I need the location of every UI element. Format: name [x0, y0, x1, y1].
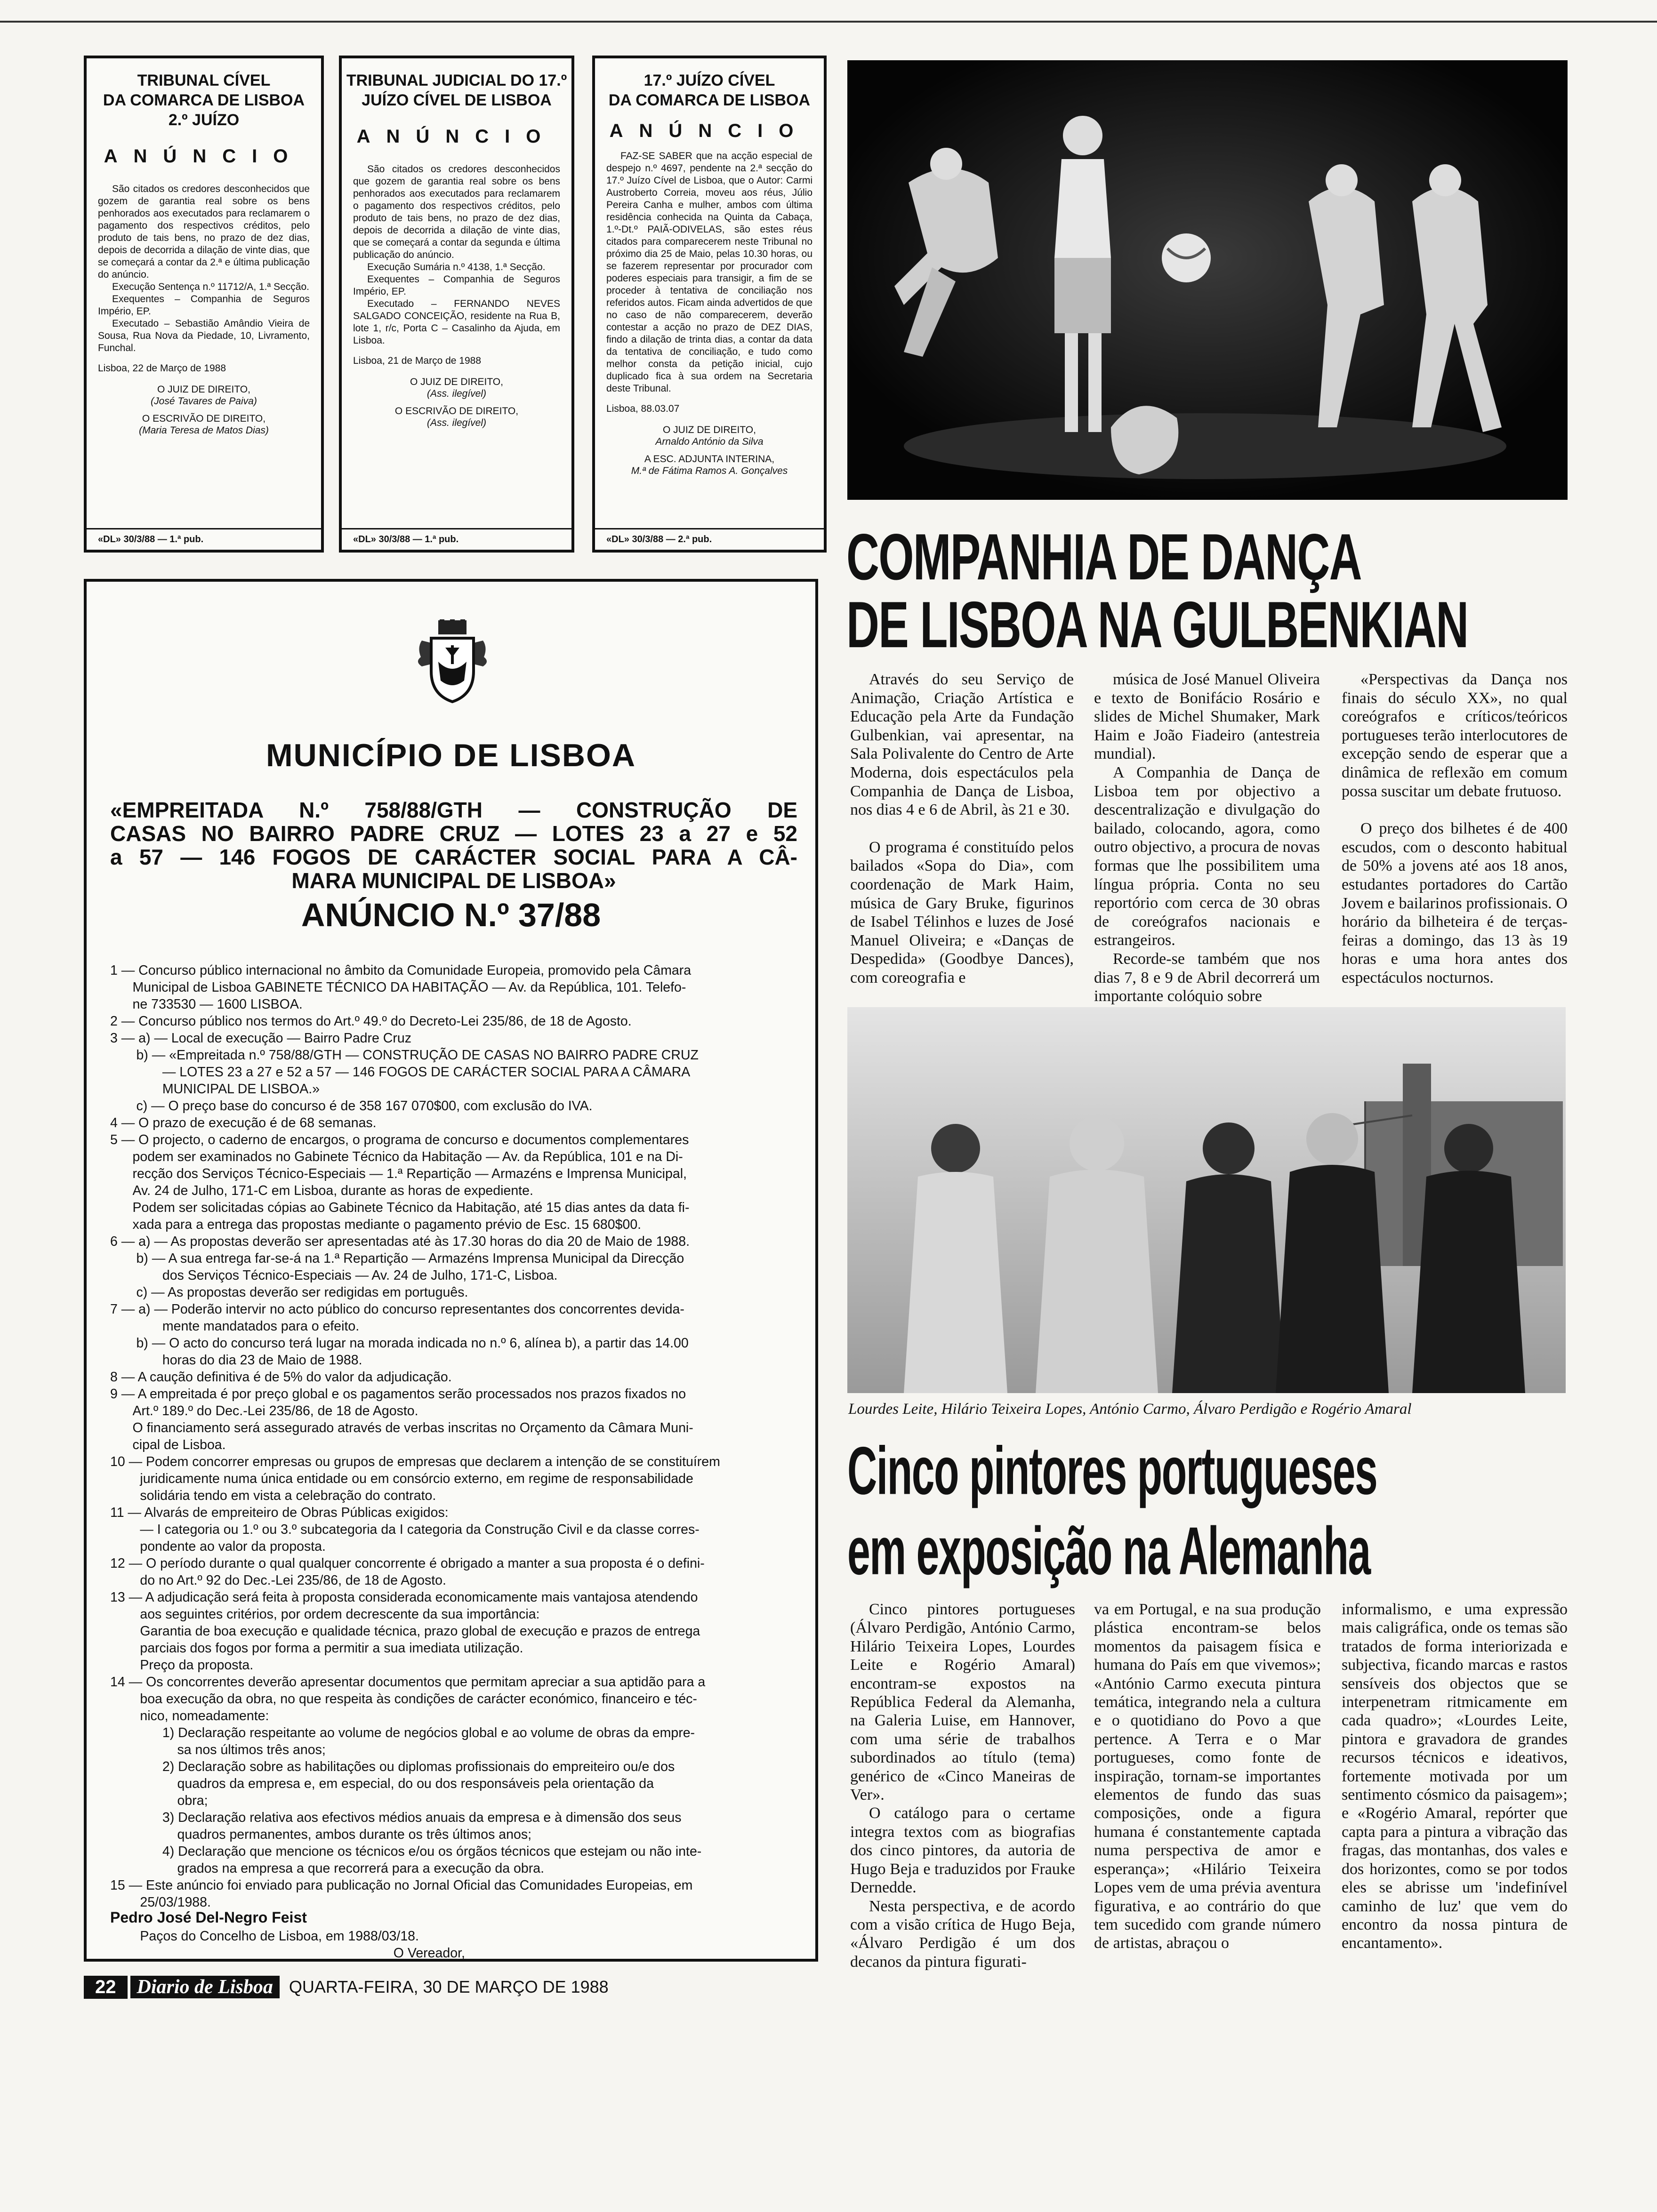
tender-body-text: [110, 962, 818, 1962]
tender-line: 3 — a) — Local de execução — Bairro Padre Cruz: [110, 1031, 411, 1046]
tender-line: 7 — a) — Poderão intervir no acto público do concurso representantes dos concorrentes devida-: [110, 1302, 684, 1317]
tender-line: 25/03/1988.: [110, 1895, 211, 1910]
article-dance-headline: COMPANHIA DE DANÇA DE LISBOA NA GULBENKIAN: [846, 521, 1468, 662]
notice-body: São citados os credores desconhecidos que gozem de garantia real sobre os bens penhorados aos executados para reclamarem o pagamento dos respectivos créditos, pelo produto de tais bens, no prazo de dez dias, depois de decorrida a dilação de vinte dias, que se começará a contar da segunda e última publicação do anúncio. Execução Sumária n.º 4138, 1.ª Secção. Exequentes – Companhia de Seguros Império, EP. Executado – FERNANDO NEVES SALGADO CONCEIÇÃO, residente na Rua B, lote 1, r/c, Porta C – Casalinho da Ajuda, em Lisboa.: [353, 164, 560, 346]
notice-publication-ref: «DL» 30/3/88 — 1.ª pub.: [342, 528, 571, 550]
tender-line: juridicamente numa única entidade ou em consórcio externo, em regime de responsabilidade: [110, 1471, 693, 1486]
notice-body: FAZ-SE SABER que na acção especial de despejo n.º 4697, pendente na 2.ª secção do 17.º Juízo Cível de Lisboa, que o Autor: Carmi Austroberto Correia, moveu aos réus, Júlio Pereira Canha e mulher, ambos com última residência conhecida na Quinta da Cabaça, 1.º-Dt.º PAIÃ-ODIVELAS, são estes réus citados para comparecerem neste Tribunal no próximo dia 25 de Maio, pelas 10.30 horas, ou se fazerem representar por procurador com poderes especiais para transigir, a fim de se proceder à tentativa de conciliação nos referidos autos. Ficam ainda advertidos de que no caso de não comparecerem, deverão contestar a acção no prazo de DEZ DIAS, findo a dilação de trinta dias, a contar da data da tentativa de conciliação, e tudo como melhor consta da petição inicial, cujo duplicado fica à sua ordem na Secretaria deste Tribunal.: [606, 151, 812, 394]
painters-image: [847, 1007, 1566, 1393]
dancers-image: [847, 60, 1568, 500]
tender-line: 12 — O período durante o qual qualquer concorrente é obrigado a manter a sua proposta é o defini-: [110, 1556, 705, 1571]
tender-line: Paços do Concelho de Lisboa, em 1988/03/18.: [110, 1929, 419, 1944]
tender-line: parciais dos fogos por forma a permitir a sua imediata utilização.: [110, 1641, 523, 1656]
tender-line: 6 — a) — As propostas deverão ser apresentadas até às 17.30 horas do dia 20 de Maio de 1988.: [110, 1234, 690, 1249]
tender-line: 3) Declaração relativa aos efectivos médios anuais da empresa e à dimensão dos seus: [110, 1810, 682, 1825]
tender-line: Podem ser solicitadas cópias ao Gabinete Técnico da Habitação, até 15 dias antes da data fi-: [110, 1200, 690, 1215]
tender-line: 2) Declaração sobre as habilitações ou diplomas profissionais do empreiteiro ou/e dos: [110, 1759, 675, 1774]
tender-line: 8 — A caução definitiva é de 5% do valor da adjudicação.: [110, 1370, 452, 1385]
issue-date: QUARTA-FEIRA, 30 DE MARÇO DE 1988: [289, 1977, 609, 1996]
tender-line: do no Art.º 92 do Dec.-Lei 235/86, de 18 de Agosto.: [110, 1573, 446, 1588]
article-painters-headline: Cinco pintores portugueses em exposição na Alemanha: [847, 1433, 1377, 1589]
tender-line: 2 — Concurso público nos termos do Art.º 49.º do Decreto-Lei 235/86, de 18 de Agosto.: [110, 1014, 632, 1029]
tender-line: quadros da empresa e, em especial, do ou dos responsáveis pela orientação da: [110, 1776, 654, 1791]
notice-signature-judge: O JUIZ DE DIREITO, (José Tavares de Paiva): [151, 384, 257, 407]
tender-line: obra;: [110, 1793, 208, 1808]
tender-line: grados na empresa a que recorrerá para a execução da obra.: [110, 1861, 545, 1876]
notice-body: São citados os credores desconhecidos que gozem de garantia real sobre os bens penhorados aos executados para reclamarem o pagamento dos respectivos créditos, pelo produto de tais bens, no prazo de dez dias, depois de decorrida a dilação de vinte dias, que se começará a contar da 2.ª e última publicação do anúncio. Execução Sentença n.º 11712/A, 1.ª Secção. Exequentes – Companhia de Seguros Império, EP. Executado – Sebastião Amândio Vieira de Sousa, Rua Nova da Piedade, 10, Livramento, Funchal.: [98, 184, 310, 353]
tender-line: horas do dia 23 de Maio de 1988.: [110, 1353, 362, 1368]
notice-date: Lisboa, 22 de Março de 1988: [98, 363, 226, 374]
notice-signature-clerk: A ESC. ADJUNTA INTERINA, M.ª de Fátima Ramos A. Gonçalves: [631, 454, 788, 476]
tender-line: Garantia de boa execução e qualidade técnica, prazo global de execução e prazos de entrega: [110, 1624, 700, 1639]
tender-line: 5 — O projecto, o caderno de encargos, o programa de concurso e documentos complementares: [110, 1132, 689, 1147]
tender-line: pondente ao valor da proposta.: [110, 1539, 326, 1554]
page-folio: [84, 1974, 609, 2000]
tender-line: 1 — Concurso público internacional no âmbito da Comunidade Europeia, promovido pela Câmara: [110, 963, 692, 978]
notice-signature-judge: O JUIZ DE DIREITO, Arnaldo António da Silva: [655, 425, 764, 447]
tender-line: dos Serviços Técnico-Especiais — Av. 24 de Julho, 171-C, Lisboa.: [110, 1268, 558, 1283]
painters-group-photo: [847, 1007, 1566, 1393]
tender-line: recção dos Serviços Técnico-Especiais — 1.ª Repartição — Armazéns e Imprensa Municipal,: [110, 1166, 687, 1181]
tender-line: Art.º 189.º do Dec.-Lei 235/86, de 18 de Agosto.: [110, 1403, 418, 1419]
page-number: 22: [84, 1976, 128, 1999]
notice-court-header: 17.º JUÍZO CÍVEL DA COMARCA DE LISBOA: [608, 72, 811, 109]
legal-notice-2: [339, 56, 574, 553]
municipal-title: MUNICÍPIO DE LISBOA: [265, 737, 636, 773]
notice-number: ANÚNCIO N.º 37/88: [301, 897, 601, 933]
tender-line: 14 — Os concorrentes deverão apresentar documentos que permitam apreciar a sua aptidão para a: [110, 1675, 706, 1690]
tender-line: MUNICIPAL DE LISBOA.»: [110, 1082, 320, 1097]
article-dance-column-3: «Perspectivas da Dança nos finais do século XX», no qual coreógrafos e críticos/teóricos portugueses terão interlocutores de excepção sendo de esperar que a dinâmica de reflexão em comum possa suscitar um debate frutuoso. O preço dos bilhetes é de 400 escudos, com o desconto habitual de 50% a jovens até aos 18 anos, estudantes portadores do Cartão Jovem e bailarinos profissionais. O horário da bilheteira é de terças-feiras a domingo, das 13 às 19 horas e uma hora antes dos espectáculos nocturnos.: [1342, 671, 1568, 986]
municipal-tender-notice: [84, 579, 818, 1962]
tender-line: xada para a entrega das propostas mediante o pagamento prévio de Esc. 15 680$00.: [110, 1217, 642, 1232]
tender-line: — I categoria ou 1.º ou 3.º subcategoria da I categoria da Construção Civil e da classe corres-: [110, 1522, 700, 1537]
tender-line: podem ser examinados no Gabinete Técnico da Habitação — Av. da República, 101 e na Di-: [110, 1149, 683, 1164]
article-painters-column-2: va em Portugal, e na sua produção plástica encontram-se belos momentos da paisagem física e humana do País em que vivemos»; «António Carmo executa pintura temática, integrando nela a cultura e o quotidiano do Povo a que pertence. A Terra e o Mar portugueses, como fonte de inspiração, tornam-se importantes elementos de fundo das suas composições, onde a figura humana é constantemente captada numa perspectiva de amor e esperança»; «Hilário Teixeira Lopes vem de uma prévia aventura figurativa, e ao contrário do que tem sucedido com grande número de artistas, abraçou o: [1094, 1601, 1321, 1952]
notice-court-header: TRIBUNAL CÍVEL DA COMARCA DE LISBOA 2.º JUÍZO: [103, 72, 305, 129]
tender-line: b) — «Empreitada n.º 758/88/GTH — CONSTRUÇÃO DE CASAS NO BAIRRO PADRE CRUZ: [110, 1048, 699, 1063]
notice-title: ANÚNCIO: [356, 126, 557, 147]
tender-line: solidária tendo em vista a celebração do contrato.: [110, 1488, 436, 1503]
masthead-logo: Diario de Lisboa: [130, 1976, 280, 1998]
article-painters-column-1: Cinco pintores portugueses (Álvaro Perdigão, António Carmo, Hilário Teixeira Lopes, Lourdes Leite e Rogério Amaral) encontram-se expostos na República Federal da Alemanha, na Galeria Luise, em Hannover, com uma série de trabalhos subordinados ao título (tema) genérico de «Cinco Maneiras de Ver». O catálogo para o certame integra textos com as biografias dos cinco pintores, da autoria de Hugo Beja e traduzidos por Frauke Dernedde. Nesta perspectiva, e de acordo com a visão crítica de Hugo Beja, «Álvaro Perdigão é um dos decanos da pintura figurati-: [850, 1601, 1075, 1971]
tender-line: Municipal de Lisboa GABINETE TÉCNICO DA HABITAÇÃO — Av. da República, 101. Telefo-: [110, 980, 686, 995]
notice-signature-clerk: O ESCRIVÃO DE DIREITO, (Maria Teresa de Matos Dias): [139, 413, 269, 436]
notice-court-header: TRIBUNAL JUDICIAL DO 17.º JUÍZO CÍVEL DE LISBOA: [346, 72, 567, 109]
article-dance-column-1: Através do seu Serviço de Animação, Criação Artística e Educação pela Arte da Fundação Gulbenkian, vai apresentar, na Sala Polivalente do Centro de Arte Moderna, dois espectáculos pela Companhia de Dança de Lisboa, nos dias 4 e 6 de Abril, às 21 e 30. O programa é constituído pelos bailados «Sopa do Dia», com coordenação de Mark Haim, música de Gary Bruke, figurinos de Isabel Télinhos e luzes de José Manuel Oliveira; e «Danças de Despedida» (Goodbye Dances), com coreografia e: [850, 671, 1074, 986]
tender-line: 11 — Alvarás de empreiteiro de Obras Públicas exigidos:: [110, 1505, 449, 1520]
tender-line: O Vereador,: [110, 1946, 465, 1961]
tender-line: 4 — O prazo de execução é de 68 semanas.: [110, 1115, 377, 1130]
tender-line: Preço da proposta.: [110, 1658, 254, 1673]
article-painters-column-3: informalismo, e uma expressão mais caligráfica, onde os temas são tratados de forma interiorizada e subjectiva, ficando marcas e rastos sensíveis dos objectos que se interpenetram ritmicamente em cada quadro»; «Lourdes Leite, pintora e gravadora de grandes recursos técnicos e ideativos, fortemente motivada por um sentimento cósmico da paisagem»; e «Rogério Amaral, repórter que capta para a pintura a vibração das fragas, das montanhas, dos vales e dos horizontes, como se por todos eles se abrisse um 'indefinível caminho de luz' que vem do encontro da nossa pintura de encantamento».: [1342, 1601, 1568, 1952]
notice-publication-ref: «DL» 30/3/88 — 1.ª pub.: [87, 528, 321, 550]
lisbon-coat-of-arms-icon: [412, 619, 492, 704]
tender-line: nico, nomeadamente:: [110, 1708, 269, 1723]
tender-line: O financiamento será assegurado através de verbas inscritas no Orçamento da Câmara Muni-: [110, 1420, 693, 1435]
notice-signature-judge: O JUIZ DE DIREITO, (Ass. ilegível): [410, 377, 503, 399]
tender-line: Av. 24 de Julho, 171-C em Lisboa, durante as horas de expediente.: [110, 1183, 533, 1198]
tender-line: 4) Declaração que mencione os técnicos e/ou os órgãos técnicos que estejam ou não inte-: [110, 1844, 702, 1859]
tender-line: c) — As propostas deverão ser redigidas em português.: [110, 1285, 468, 1300]
tender-line: 13 — A adjudicação será feita à proposta considerada economicamente mais vantajosa atendendo: [110, 1590, 698, 1605]
notice-date: Lisboa, 21 de Março de 1988: [353, 355, 482, 366]
tender-line: boa execução da obra, no que respeita às condições de carácter económico, financeiro e téc-: [110, 1691, 697, 1707]
tender-line: quadros permanentes, ambos durante os três últimos anos;: [110, 1827, 532, 1842]
tender-line: b) — A sua entrega far-se-á na 1.ª Repartição — Armazéns Imprensa Municipal da Direcção: [110, 1251, 684, 1266]
tender-line: 1) Declaração respeitante ao volume de negócios global e ao volume de obras da empre-: [110, 1725, 695, 1740]
notice-date: Lisboa, 88.03.07: [606, 403, 680, 414]
tender-line: 15 — Este anúncio foi enviado para publicação no Jornal Oficial das Comunidades Europeias, em: [110, 1878, 693, 1893]
tender-line: ne 733530 — 1600 LISBOA.: [110, 997, 303, 1012]
tender-line: cipal de Lisboa.: [110, 1437, 226, 1452]
tender-line: b) — O acto do concurso terá lugar na morada indicada no n.º 6, alínea b), a partir das 14.00: [110, 1336, 689, 1351]
tender-line: — LOTES 23 a 27 e 52 a 57 — 146 FOGOS DE CARÁCTER SOCIAL PARA A CÂMARA: [110, 1065, 691, 1080]
notice-title: ANÚNCIO: [609, 120, 810, 141]
tender-line: aos seguintes critérios, por ordem decrescente da sua importância:: [110, 1607, 540, 1622]
tender-line: c) — O preço base do concurso é de 358 167 070$00, com exclusão do IVA.: [110, 1098, 593, 1114]
painters-photo-caption: Lourdes Leite, Hilário Teixeira Lopes, António Carmo, Álvaro Perdigão e Rogério Amaral: [848, 1401, 1412, 1418]
legal-notice-3: [592, 56, 827, 553]
tender-line: sa nos últimos três anos;: [110, 1742, 326, 1757]
notice-signature-clerk: O ESCRIVÃO DE DIREITO, (Ass. ilegível): [394, 406, 519, 428]
notice-title: ANÚNCIO: [104, 146, 304, 167]
dance-performance-photo: [847, 60, 1568, 500]
tender-line: 9 — A empreitada é por preço global e os pagamentos serão processados nos prazos fixados no: [110, 1387, 686, 1402]
tender-line: 10 — Podem concorrer empresas ou grupos de empresas que declarem a intenção de se constituírem: [110, 1454, 720, 1469]
article-dance-column-2: música de José Manuel Oliveira e texto de Bonifácio Rosário e slides de Michel Shumaker, Mark Haim e João Fiadeiro (antestreia mundial). A Companhia de Dança de Lisboa tem por objectivo a descentralização e divulgação do bailado, colocando, agora, como outro objectivo, a procura de novas formas que lhe possibilitem uma língua própria. Conta no seu reportório com cerca de 30 obras de coreógrafos nacionais e estrangeiros. Recorde-se também que nos dias 7, 8 e 9 de Abril decorrerá um importante colóquio sobre: [1094, 671, 1320, 1005]
top-rule: [0, 21, 1657, 23]
tender-line: mente mandatados para o efeito.: [110, 1319, 360, 1334]
legal-notice-1: [84, 56, 324, 553]
notice-publication-ref: «DL» 30/3/88 — 2.ª pub.: [595, 528, 824, 550]
signer-name: Pedro José Del-Negro Feist: [110, 1909, 307, 1926]
tender-title: «EMPREITADA N.º 758/88/GTH — CONSTRUÇÃO DE CASAS NO BAIRRO PADRE CRUZ — LOTES 23 a 27 e 52 a 57 — 146 FOGOS DE CARÁCTER SOCIAL PARA A CÂ- MARA MUNICIPAL DE LISBOA»: [110, 798, 797, 893]
